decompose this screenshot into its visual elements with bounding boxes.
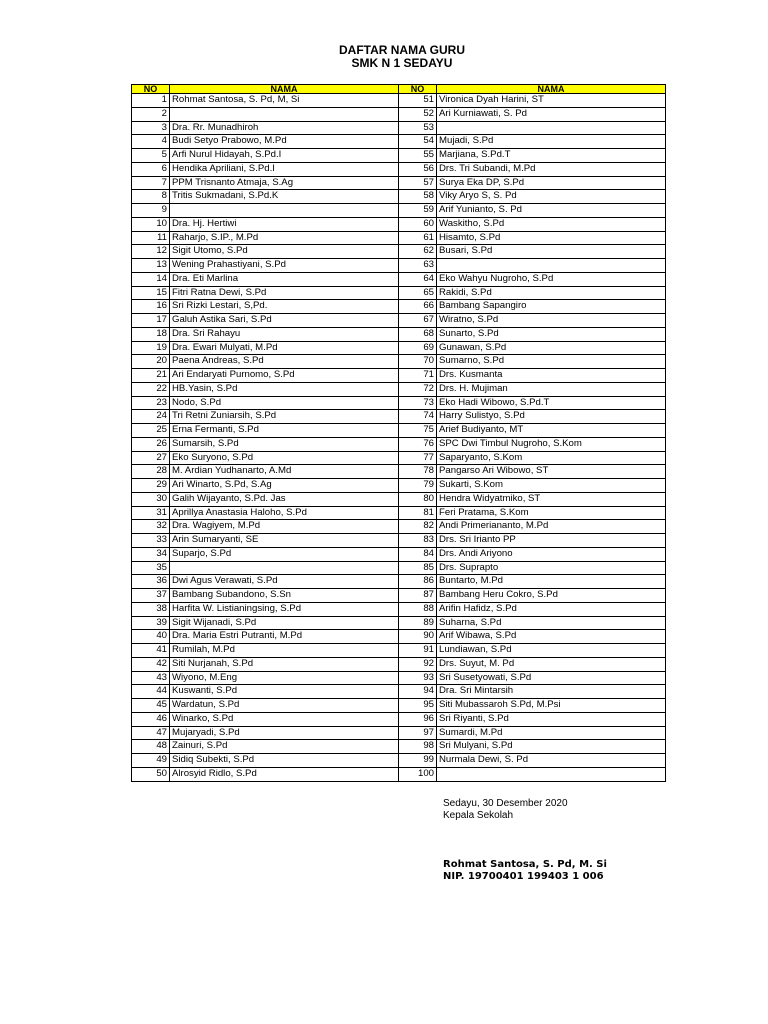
table-row (132, 135, 666, 149)
row-number-right: 68 (399, 327, 437, 341)
table-row (132, 369, 666, 383)
row-number-right: 97 (399, 726, 437, 740)
teacher-name-left: Sigit Utomo, S.Pd (170, 245, 399, 259)
teacher-name-right: Sri Susetyowati, S.Pd (437, 671, 666, 685)
row-number-left: 11 (132, 231, 170, 245)
row-number-right: 69 (399, 341, 437, 355)
teacher-name-left: Hendika Apriliani, S.Pd.I (170, 162, 399, 176)
table-row (132, 272, 666, 286)
row-number-right: 58 (399, 190, 437, 204)
teacher-name-right: Sunarto, S.Pd (437, 327, 666, 341)
row-number-left: 33 (132, 534, 170, 548)
table-row (132, 740, 666, 754)
row-number-right: 52 (399, 107, 437, 121)
row-number-right: 64 (399, 272, 437, 286)
table-row (132, 465, 666, 479)
teacher-name-left: Bambang Subandono, S.Sn (170, 589, 399, 603)
teacher-name-right: Drs. H. Mujiman (437, 382, 666, 396)
row-number-left: 23 (132, 396, 170, 410)
row-number-right: 62 (399, 245, 437, 259)
row-number-left: 5 (132, 149, 170, 163)
teacher-name-right: Drs. Suyut, M. Pd (437, 657, 666, 671)
table-row (132, 327, 666, 341)
teacher-name-left: Ari Endaryati Purnomo, S.Pd (170, 369, 399, 383)
teacher-name-right: Eko Wahyu Nugroho, S.Pd (437, 272, 666, 286)
teacher-name-right: Arif Yunianto, S. Pd (437, 204, 666, 218)
teacher-name-left: Zainuri, S.Pd (170, 740, 399, 754)
teacher-name-left: Siti Nurjanah, S.Pd (170, 657, 399, 671)
row-number-right: 83 (399, 534, 437, 548)
teacher-name-left (170, 561, 399, 575)
row-number-right: 77 (399, 451, 437, 465)
row-number-right: 88 (399, 602, 437, 616)
table-row (132, 451, 666, 465)
teacher-name-left: Kuswanti, S.Pd (170, 685, 399, 699)
table-row (132, 520, 666, 534)
teacher-name-right: Sri Mulyani, S.Pd (437, 740, 666, 754)
table-header-row (132, 85, 666, 94)
row-number-left: 14 (132, 272, 170, 286)
row-number-left: 31 (132, 506, 170, 520)
teacher-name-right: Hendra Widyatmiko, ST (437, 492, 666, 506)
teacher-name-right: Drs. Suprapto (437, 561, 666, 575)
table-row (132, 492, 666, 506)
teacher-name-right: Busari, S.Pd (437, 245, 666, 259)
row-number-right: 98 (399, 740, 437, 754)
table-row (132, 644, 666, 658)
row-number-left: 3 (132, 121, 170, 135)
teacher-name-right: Sri Riyanti, S.Pd (437, 712, 666, 726)
teacher-name-left: Wiyono, M.Eng (170, 671, 399, 685)
teacher-name-right: Viky Aryo S, S. Pd (437, 190, 666, 204)
table-row (132, 630, 666, 644)
table-row (132, 162, 666, 176)
teacher-name-right: Vironica Dyah Harini, ST (437, 94, 666, 108)
row-number-right: 79 (399, 479, 437, 493)
table-row (132, 121, 666, 135)
teacher-name-right: Pangarso Ari Wibowo, ST (437, 465, 666, 479)
row-number-right: 61 (399, 231, 437, 245)
school-name: SMK N 1 SEDAYU (351, 56, 453, 70)
signer-name: Rohmat Santosa, S. Pd, M. Si (443, 859, 607, 870)
row-number-left: 16 (132, 300, 170, 314)
teacher-name-left: Dra. Sri Rahayu (170, 327, 399, 341)
table-row (132, 561, 666, 575)
row-number-left: 25 (132, 424, 170, 438)
teacher-name-right: Mujadi, S.Pd (437, 135, 666, 149)
row-number-left: 2 (132, 107, 170, 121)
row-number-left: 43 (132, 671, 170, 685)
table-row (132, 534, 666, 548)
table-row (132, 396, 666, 410)
table-row (132, 699, 666, 713)
row-number-left: 10 (132, 217, 170, 231)
row-number-left: 19 (132, 341, 170, 355)
table-row (132, 424, 666, 438)
teacher-name-right: Saparyanto, S.Kom (437, 451, 666, 465)
teacher-name-right (437, 767, 666, 781)
teacher-name-right: Arief Budiyanto, MT (437, 424, 666, 438)
row-number-right: 74 (399, 410, 437, 424)
table-row (132, 94, 666, 108)
row-number-right: 91 (399, 644, 437, 658)
row-number-left: 46 (132, 712, 170, 726)
row-number-right: 81 (399, 506, 437, 520)
table-row (132, 602, 666, 616)
teacher-name-left: Dwi Agus Verawati, S.Pd (170, 575, 399, 589)
row-number-left: 15 (132, 286, 170, 300)
row-number-left: 42 (132, 657, 170, 671)
teacher-name-right: Harry Sulistyo, S.Pd (437, 410, 666, 424)
row-number-right: 72 (399, 382, 437, 396)
row-number-left: 47 (132, 726, 170, 740)
table-row (132, 657, 666, 671)
row-number-right: 93 (399, 671, 437, 685)
row-number-left: 12 (132, 245, 170, 259)
teacher-name-left (170, 107, 399, 121)
table-row (132, 726, 666, 740)
row-number-left: 22 (132, 382, 170, 396)
teacher-name-right: Siti Mubassaroh S.Pd, M.Psi (437, 699, 666, 713)
teacher-name-left: Paena Andreas, S.Pd (170, 355, 399, 369)
row-number-right: 100 (399, 767, 437, 781)
teacher-name-left: Eko Suryono, S.Pd (170, 451, 399, 465)
table-row (132, 410, 666, 424)
row-number-left: 18 (132, 327, 170, 341)
teacher-name-left: Sidiq Subekti, S.Pd (170, 754, 399, 768)
row-number-right: 67 (399, 314, 437, 328)
signer-nip: NIP. 19700401 199403 1 006 (443, 871, 604, 882)
table-row (132, 176, 666, 190)
teacher-name-left: Sigit Wijanadi, S.Pd (170, 616, 399, 630)
row-number-right: 87 (399, 589, 437, 603)
teacher-name-right: Wiratno, S.Pd (437, 314, 666, 328)
teacher-name-right: Nurmala Dewi, S. Pd (437, 754, 666, 768)
teacher-name-left: Aprillya Anastasia Haloho, S.Pd (170, 506, 399, 520)
document-title-block (0, 44, 768, 70)
row-number-left: 9 (132, 204, 170, 218)
row-number-left: 50 (132, 767, 170, 781)
teacher-name-left: Dra. Hj. Hertiwi (170, 217, 399, 231)
teacher-name-left: Arfi Nurul Hidayah, S.Pd.I (170, 149, 399, 163)
teacher-name-left: Ari Winarto, S.Pd, S.Ag (170, 479, 399, 493)
row-number-right: 59 (399, 204, 437, 218)
table-row (132, 149, 666, 163)
teacher-name-right: Hisamto, S.Pd (437, 231, 666, 245)
header-no-right: NO (399, 85, 437, 94)
table-row (132, 286, 666, 300)
table-row (132, 190, 666, 204)
teacher-name-left: Galuh Astika Sari, S.Pd (170, 314, 399, 328)
teacher-name-right: Feri Pratama, S.Kom (437, 506, 666, 520)
teacher-name-left: Fitri Ratna Dewi, S.Pd (170, 286, 399, 300)
row-number-left: 39 (132, 616, 170, 630)
row-number-left: 27 (132, 451, 170, 465)
table-row (132, 341, 666, 355)
row-number-left: 40 (132, 630, 170, 644)
teacher-name-left: Suparjo, S.Pd (170, 547, 399, 561)
table-row (132, 382, 666, 396)
header-nama-left: NAMA (170, 85, 399, 94)
teacher-name-left: Mujaryadi, S.Pd (170, 726, 399, 740)
teacher-name-right: Drs. Sri Irianto PP (437, 534, 666, 548)
teacher-name-right: Suharna, S.Pd (437, 616, 666, 630)
teacher-name-left: Alrosyid Ridlo, S.Pd (170, 767, 399, 781)
row-number-right: 71 (399, 369, 437, 383)
row-number-right: 57 (399, 176, 437, 190)
row-number-right: 73 (399, 396, 437, 410)
teacher-name-left: Sri Rizki Lestari, S,Pd. (170, 300, 399, 314)
table-row (132, 231, 666, 245)
teacher-name-left: Nodo, S.Pd (170, 396, 399, 410)
row-number-right: 95 (399, 699, 437, 713)
row-number-left: 48 (132, 740, 170, 754)
table-row (132, 685, 666, 699)
teacher-name-left: Wardatun, S.Pd (170, 699, 399, 713)
row-number-right: 75 (399, 424, 437, 438)
row-number-left: 37 (132, 589, 170, 603)
teacher-name-left: Budi Setyo Prabowo, M.Pd (170, 135, 399, 149)
row-number-right: 86 (399, 575, 437, 589)
teacher-name-right: Sumarno, S.Pd (437, 355, 666, 369)
teacher-name-left: HB.Yasin, S.Pd (170, 382, 399, 396)
header-nama-right: NAMA (437, 85, 666, 94)
row-number-right: 94 (399, 685, 437, 699)
row-number-left: 29 (132, 479, 170, 493)
signer-position: Kepala Sekolah (443, 810, 514, 821)
teacher-name-right: Sukarti, S.Kom (437, 479, 666, 493)
row-number-right: 55 (399, 149, 437, 163)
teacher-name-right: Dra. Sri Mintarsih (437, 685, 666, 699)
row-number-left: 30 (132, 492, 170, 506)
teacher-name-right: Gunawan, S.Pd (437, 341, 666, 355)
place-date: Sedayu, 30 Desember 2020 (443, 798, 568, 809)
table-row (132, 217, 666, 231)
row-number-left: 21 (132, 369, 170, 383)
teacher-name-left: PPM Trisnanto Atmaja, S.Ag (170, 176, 399, 190)
teacher-name-right: Marjiana, S.Pd.T (437, 149, 666, 163)
table-row (132, 259, 666, 273)
row-number-right: 65 (399, 286, 437, 300)
row-number-left: 44 (132, 685, 170, 699)
row-number-right: 89 (399, 616, 437, 630)
teacher-name-left: Raharjo, S.IP., M.Pd (170, 231, 399, 245)
document-title: DAFTAR NAMA GURU (339, 43, 465, 57)
teacher-name-right: SPC Dwi Timbul Nugroho, S.Kom (437, 437, 666, 451)
table-row (132, 107, 666, 121)
row-number-left: 49 (132, 754, 170, 768)
teacher-name-left: Dra. Eti Marlina (170, 272, 399, 286)
teacher-name-right: Rakidi, S.Pd (437, 286, 666, 300)
table-row (132, 300, 666, 314)
row-number-left: 45 (132, 699, 170, 713)
table-row (132, 245, 666, 259)
teacher-name-right: Eko Hadi Wibowo, S.Pd.T (437, 396, 666, 410)
teacher-name-left: Dra. Wagiyem, M.Pd (170, 520, 399, 534)
teacher-name-right: Waskitho, S.Pd (437, 217, 666, 231)
teacher-name-right: Drs. Andi Ariyono (437, 547, 666, 561)
teacher-name-right: Bambang Sapangiro (437, 300, 666, 314)
teacher-name-left: Harfita W. Listianingsing, S.Pd (170, 602, 399, 616)
teacher-name-left: Dra. Ewari Mulyati, M.Pd (170, 341, 399, 355)
row-number-left: 20 (132, 355, 170, 369)
teacher-name-left: Arin Sumaryanti, SE (170, 534, 399, 548)
row-number-left: 32 (132, 520, 170, 534)
table-row (132, 479, 666, 493)
table-row (132, 589, 666, 603)
teacher-name-right: Arifin Hafidz, S.Pd (437, 602, 666, 616)
teacher-name-left: Sumarsih, S.Pd (170, 437, 399, 451)
table-row (132, 712, 666, 726)
teacher-name-left: Tritis Sukmadani, S.Pd.K (170, 190, 399, 204)
teacher-name-left: Rumilah, M.Pd (170, 644, 399, 658)
teacher-name-left: Dra. Rr. Munadhiroh (170, 121, 399, 135)
row-number-right: 84 (399, 547, 437, 561)
row-number-left: 28 (132, 465, 170, 479)
row-number-right: 66 (399, 300, 437, 314)
header-no-left: NO (132, 85, 170, 94)
row-number-right: 51 (399, 94, 437, 108)
table-row (132, 355, 666, 369)
teacher-name-left: Erna Fermanti, S.Pd (170, 424, 399, 438)
table-row (132, 437, 666, 451)
row-number-right: 96 (399, 712, 437, 726)
signature-block (443, 798, 568, 822)
teacher-name-right (437, 121, 666, 135)
row-number-right: 92 (399, 657, 437, 671)
row-number-left: 17 (132, 314, 170, 328)
teacher-name-right: Andi Primeriananto, M.Pd (437, 520, 666, 534)
row-number-right: 82 (399, 520, 437, 534)
table-row (132, 616, 666, 630)
table-row (132, 314, 666, 328)
row-number-left: 1 (132, 94, 170, 108)
table-row (132, 575, 666, 589)
teacher-table (131, 84, 666, 782)
teacher-name-left: Wening Prahastiyani, S.Pd (170, 259, 399, 273)
row-number-left: 36 (132, 575, 170, 589)
row-number-right: 80 (399, 492, 437, 506)
row-number-right: 63 (399, 259, 437, 273)
row-number-left: 6 (132, 162, 170, 176)
teacher-name-left: Dra. Maria Estri Putranti, M.Pd (170, 630, 399, 644)
row-number-right: 76 (399, 437, 437, 451)
teacher-name-right: Ari Kurniawati, S. Pd (437, 107, 666, 121)
row-number-right: 60 (399, 217, 437, 231)
row-number-right: 70 (399, 355, 437, 369)
table-row (132, 754, 666, 768)
row-number-left: 35 (132, 561, 170, 575)
row-number-left: 34 (132, 547, 170, 561)
table-row (132, 671, 666, 685)
table-row (132, 204, 666, 218)
teacher-name-right: Bambang Heru Cokro, S.Pd (437, 589, 666, 603)
teacher-name-left (170, 204, 399, 218)
teacher-name-right: Lundiawan, S.Pd (437, 644, 666, 658)
teacher-name-right (437, 259, 666, 273)
row-number-left: 38 (132, 602, 170, 616)
teacher-name-right: Arif Wibawa, S.Pd (437, 630, 666, 644)
row-number-left: 41 (132, 644, 170, 658)
teacher-name-right: Sumardi, M.Pd (437, 726, 666, 740)
row-number-left: 24 (132, 410, 170, 424)
teacher-name-right: Drs. Tri Subandi, M.Pd (437, 162, 666, 176)
table-row (132, 767, 666, 781)
row-number-left: 13 (132, 259, 170, 273)
table-row (132, 547, 666, 561)
row-number-right: 78 (399, 465, 437, 479)
row-number-right: 56 (399, 162, 437, 176)
row-number-left: 4 (132, 135, 170, 149)
row-number-right: 53 (399, 121, 437, 135)
teacher-name-right: Drs. Kusmanta (437, 369, 666, 383)
table-body (132, 94, 666, 782)
table-row (132, 506, 666, 520)
teacher-name-right: Buntarto, M.Pd (437, 575, 666, 589)
teacher-name-left: Rohmat Santosa, S. Pd, M, Si (170, 94, 399, 108)
row-number-right: 90 (399, 630, 437, 644)
row-number-left: 7 (132, 176, 170, 190)
teacher-name-right: Surya Eka DP, S.Pd (437, 176, 666, 190)
teacher-name-left: Winarko, S.Pd (170, 712, 399, 726)
signer-block (443, 859, 607, 883)
teacher-name-left: M. Ardian Yudhanarto, A.Md (170, 465, 399, 479)
row-number-right: 85 (399, 561, 437, 575)
row-number-left: 26 (132, 437, 170, 451)
row-number-right: 54 (399, 135, 437, 149)
row-number-right: 99 (399, 754, 437, 768)
row-number-left: 8 (132, 190, 170, 204)
teacher-name-left: Tri Retni Zuniarsih, S.Pd (170, 410, 399, 424)
teacher-name-left: Galih Wijayanto, S.Pd. Jas (170, 492, 399, 506)
